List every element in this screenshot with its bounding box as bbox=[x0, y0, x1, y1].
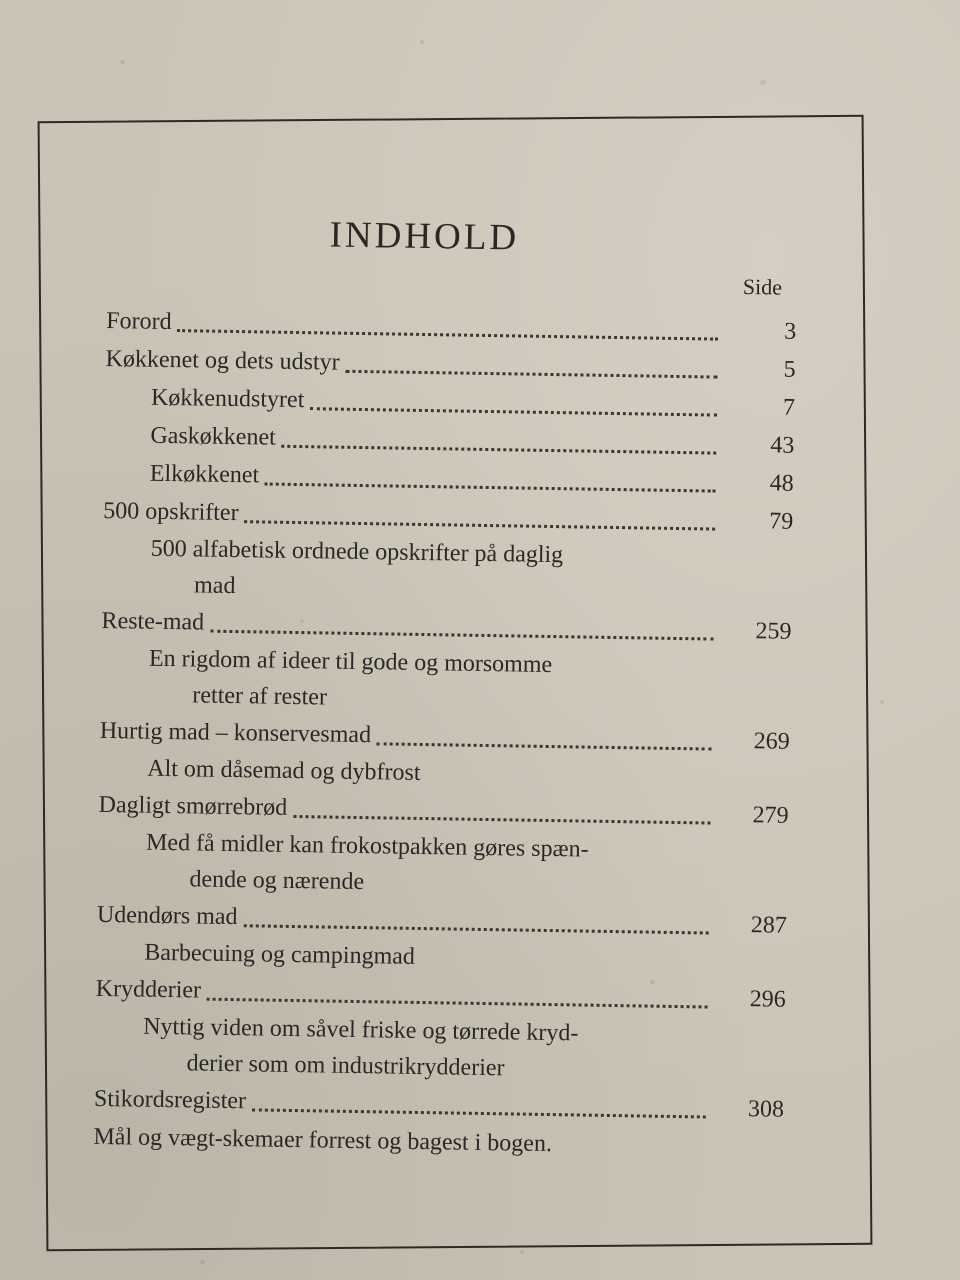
toc-entry-page-number: 3 bbox=[783, 318, 797, 345]
toc-list bbox=[93, 302, 796, 1167]
toc-entry-description bbox=[102, 530, 711, 612]
toc-entry-page-number: 279 bbox=[752, 802, 789, 829]
footer-note: Mål og vægt-skemaer forrest og bagest i bogen. bbox=[93, 1123, 553, 1158]
dot-leader bbox=[282, 444, 717, 454]
dot-leader bbox=[293, 814, 710, 824]
description-line: mad bbox=[193, 572, 236, 600]
dot-leader bbox=[207, 997, 708, 1008]
toc-entry-label: Forord bbox=[106, 307, 172, 336]
toc-entry-label: Gaskøkkenet bbox=[150, 422, 276, 451]
toc-entry-page-number: 296 bbox=[749, 986, 786, 1013]
description-line: Nyttig viden om såvel friske og tørrede kryd- bbox=[142, 1013, 579, 1047]
toc-entry-label: Køkkenet og dets udstyr bbox=[105, 345, 340, 376]
description-line: dende og nærende bbox=[189, 866, 365, 896]
toc-entry-page-number: 7 bbox=[782, 394, 796, 421]
toc-entry-label: Reste-mad bbox=[101, 607, 205, 636]
toc-entry-label: Elkøkkenet bbox=[149, 460, 260, 489]
toc-entry-page-number: 79 bbox=[768, 508, 794, 535]
toc-entry-description bbox=[97, 824, 706, 906]
toc-entry-label: Køkkenudstyret bbox=[150, 384, 305, 414]
dot-leader bbox=[265, 482, 716, 492]
toc-entry-page-number: 259 bbox=[755, 618, 792, 645]
dot-leader bbox=[210, 629, 713, 640]
description-line: Barbecuing og campingmad bbox=[144, 939, 416, 970]
page-title: INDHOLD bbox=[329, 214, 520, 259]
toc-entry-description bbox=[100, 640, 709, 722]
toc-entry-page-number: 5 bbox=[783, 356, 796, 383]
toc-entry-page-number: 48 bbox=[769, 470, 794, 497]
description-line: Med få midler kan frokostpakken gøres spæn- bbox=[145, 829, 589, 863]
page-column-header: Side bbox=[742, 273, 783, 300]
toc-entry-page-number: 308 bbox=[747, 1096, 785, 1123]
toc-entry-label: Dagligt smørrebrød bbox=[98, 791, 288, 821]
dot-leader bbox=[310, 407, 717, 416]
description-line: retter af rester bbox=[192, 682, 328, 711]
toc-entry-label: 500 opskrifter bbox=[103, 497, 239, 527]
toc-entry-page-number: 269 bbox=[753, 728, 790, 755]
dot-leader bbox=[243, 924, 708, 934]
dot-leader bbox=[345, 369, 717, 378]
toc-entry-label: Stikordsregister bbox=[93, 1085, 247, 1115]
description-line: derier som om industrikrydderier bbox=[186, 1050, 505, 1082]
dot-leader bbox=[377, 742, 712, 750]
toc-entry-label: Hurtig mad – konservesmad bbox=[99, 717, 372, 749]
toc-entry-page-number: 287 bbox=[750, 912, 788, 939]
dot-leader bbox=[177, 329, 718, 340]
toc-entry-page-number: 43 bbox=[770, 432, 795, 459]
toc-entry-description bbox=[94, 1008, 703, 1090]
dot-leader bbox=[252, 1108, 706, 1118]
dot-leader bbox=[244, 520, 715, 530]
toc-entry-label: Krydderier bbox=[95, 975, 202, 1004]
description-line: 500 alfabetisk ordnede opskrifter på daglig bbox=[150, 535, 564, 569]
description-line: En rigdom af ideer til gode og morsomme bbox=[148, 645, 553, 679]
description-line: Alt om dåsemad og dybfrost bbox=[147, 755, 421, 786]
toc-entry-label: Udendørs mad bbox=[96, 901, 238, 931]
